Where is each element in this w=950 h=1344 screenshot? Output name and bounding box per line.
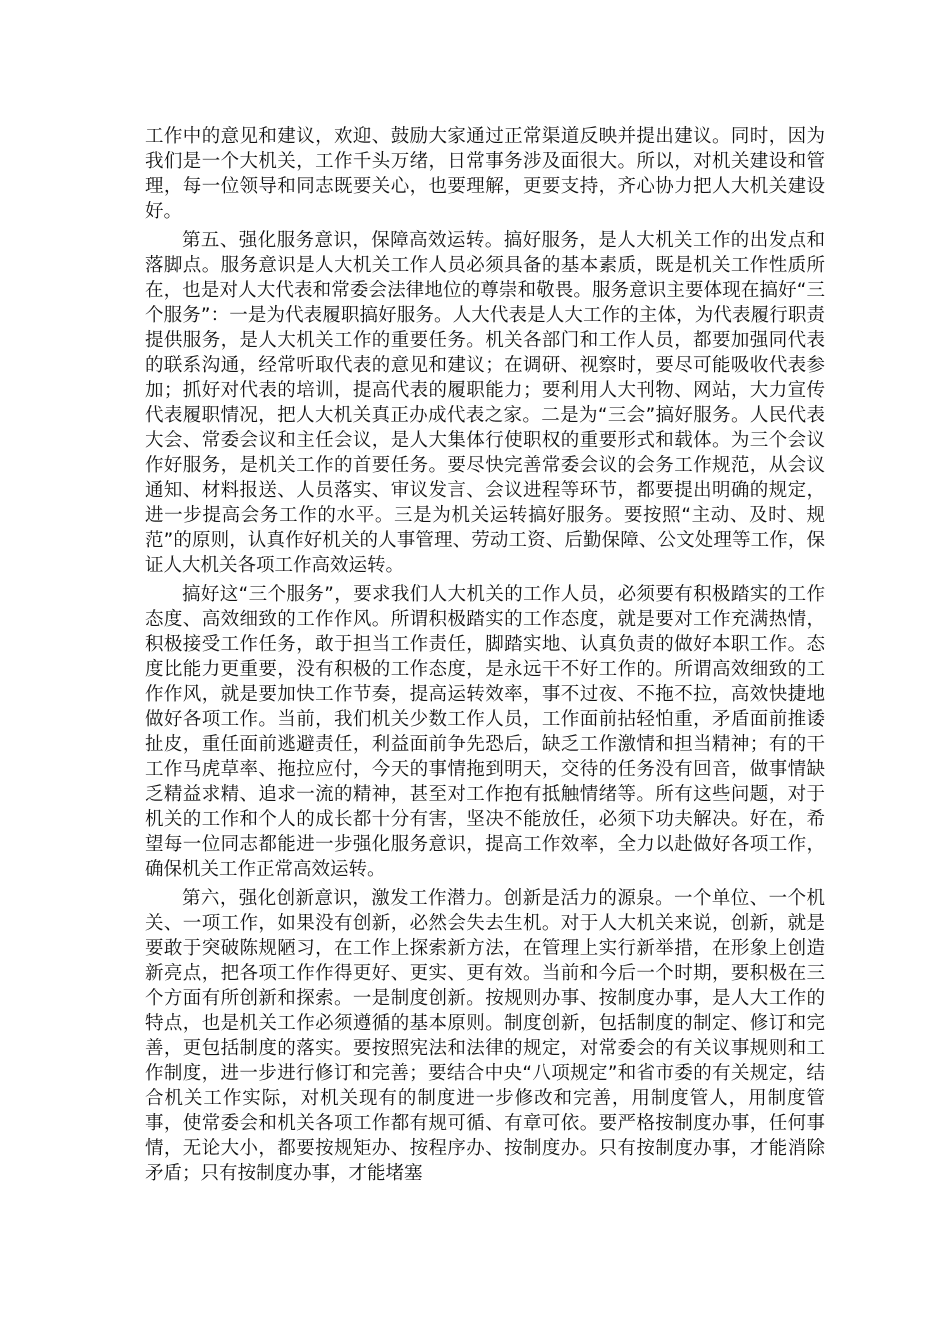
paragraph-3: 搞好这“三个服务”，要求我们人大机关的工作人员，必须要有积极踏实的工作态度、高效细致的工作作风。所谓积极踏实的工作态度，就是要对工作充满热情，积极接受工作任务，敢于担当工作责任，脚踏实地、认真负责的做好本职工作。态度比能力更重要，没有积极的工作态度，是永远干不好工作的。所谓高效细致的工作作风，就是要加快工作节奏，提高运转效率，事不过夜、不拖不拉，高效快捷地做好各项工作。当前，我们机关少数工作人员，工作面前拈轻怕重，矛盾面前推诿扯皮，重任面前逃避责任，利益面前争先恐后，缺乏工作激情和担当精神；有的干工作马虎草率、拖拉应付，今天的事情拖到明天，交待的任务没有回音，做事情缺乏精益求精、追求一流的精神，甚至对工作抱有抵触情绪等。所有这些问题，对于机关的工作和个人的成长都十分有害，坚决不能放任，必须下功夫解决。好在，希望每一位同志都能进一步强化服务意识，提高工作效率，全力以赴做好各项工作，确保机关工作正常高效运转。 bbox=[145, 584, 825, 880]
paragraph-1: 工作中的意见和建议，欢迎、鼓励大家通过正常渠道反映并提出建议。同时，因为我们是一个大机关，工作千头万绪，日常事务涉及面很大。所以，对机关建设和管理，每一位领导和同志既要关心，也要理解，更要支持，齐心协力把人大机关建设好。 bbox=[145, 126, 825, 222]
document-body bbox=[145, 124, 825, 1190]
paragraph-2: 第五、强化服务意识，保障高效运转。搞好服务，是人大机关工作的出发点和落脚点。服务意识是人大机关工作人员必须具备的基本素质，既是机关工作性质所在，也是对人大代表和常委会法律地位的尊崇和敬畏。服务意识主要体现在搞好“三个服务”：一是为代表履职搞好服务。人大代表是人大工作的主体，为代表履行职责提供服务，是人大机关工作的重要任务。机关各部门和工作人员，都要加强同代表的联系沟通，经常听取代表的意见和建议；在调研、视察时，要尽可能吸收代表参加；抓好对代表的培训，提高代表的履职能力；要利用人大刊物、网站，大力宣传代表履职情况，把人大机关真正办成代表之家。二是为“三会”搞好服务。人民代表大会、常委会议和主任会议，是人大集体行使职权的重要形式和载体。为三个会议作好服务，是机关工作的首要任务。要尽快完善常委会议的会务工作规范，从会议通知、材料报送、人员落实、审议发言、会议进程等环节，都要提出明确的规定，进一步提高会务工作的水平。三是为机关运转搞好服务。要按照“主动、及时、规范”的原则，认真作好机关的人事管理、劳动工资、后勤保障、公文处理等工作，保证人大机关各项工作高效运转。 bbox=[145, 230, 825, 576]
paragraph-4: 第六，强化创新意识，激发工作潜力。创新是活力的源泉。一个单位、一个机关、一项工作，如果没有创新，必然会失去生机。对于人大机关来说，创新，就是要敢于突破陈规陋习，在工作上探索新方法，在管理上实行新举措，在形象上创造新亮点，把各项工作作得更好、更实、更有效。当前和今后一个时期，要积极在三个方面有所创新和探索。一是制度创新。按规则办事、按制度办事，是人大工作的特点，也是机关工作必须遵循的基本原则。制度创新，包括制度的制定、修订和完善，更包括制度的落实。要按照宪法和法律的规定，对常委会的有关议事规则和工作制度，进一步进行修订和完善；要结合中央“八项规定”和省市委的有关规定，结合机关工作实际，对机关现有的制度进一步修改和完善，用制度管人，用制度管事，使常委会和机关各项工作都有规可循、有章可依。要严格按制度办事，任何事情，无论大小，都要按规矩办、按程序办、按制度办。只有按制度办事，才能消除矛盾；只有按制度办事，才能堵塞 bbox=[145, 888, 825, 1184]
